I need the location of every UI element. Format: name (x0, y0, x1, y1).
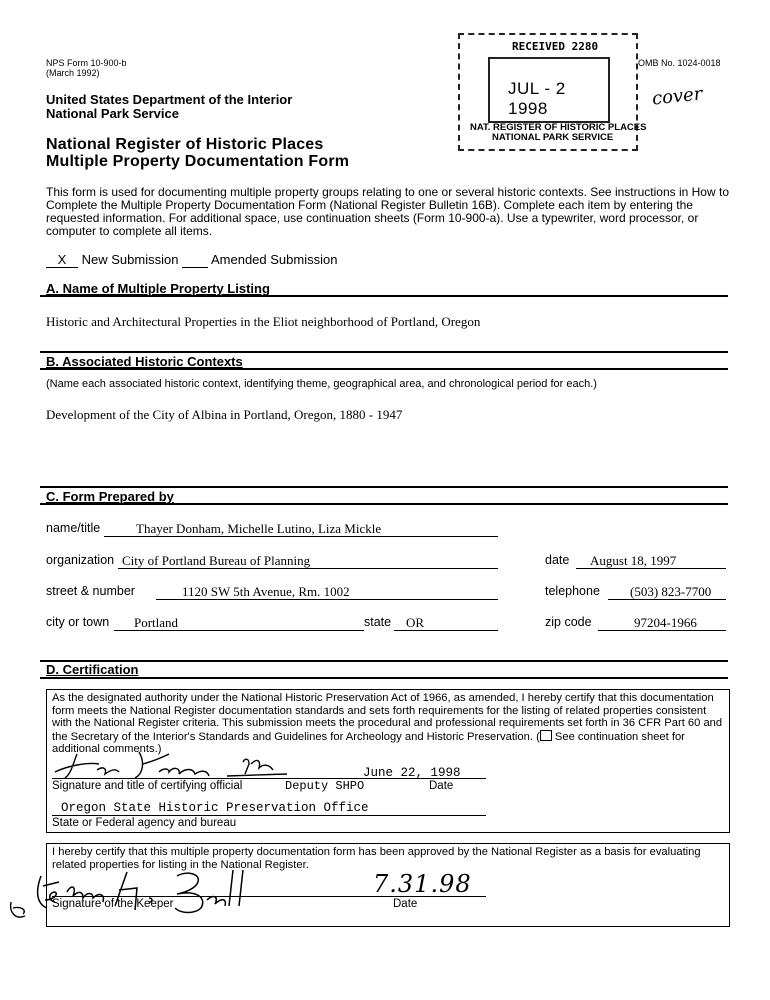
agency-line-2: National Park Service (46, 106, 179, 121)
signature-date-label: Date (429, 780, 454, 792)
section-c-rule (40, 503, 728, 505)
city-label: city or town (46, 615, 110, 629)
section-b-title: B. Associated Historic Contexts (46, 354, 243, 369)
page-title-line-2: Multiple Property Documentation Form (46, 153, 350, 170)
section-d-top-rule (40, 660, 728, 662)
section-b-rule (40, 368, 728, 370)
section-c-top-rule (40, 486, 728, 488)
state-field[interactable] (394, 615, 498, 631)
state-agency-value[interactable]: Oregon State Historic Preservation Office (61, 801, 369, 815)
page-title-line-1: National Register of Historic Places (46, 136, 324, 153)
stamp-received-label: RECEIVED 2280 (512, 40, 599, 53)
section-a-title: A. Name of Multiple Property Listing (46, 281, 270, 296)
section-d-title: D. Certification (46, 662, 139, 677)
received-stamp (458, 33, 647, 151)
continuation-label: See continuation sheet for additional comments.) (52, 730, 685, 756)
new-submission-label: New Submission (81, 252, 179, 267)
certifying-title-value[interactable]: Deputy SHPO (285, 779, 365, 793)
telephone-field[interactable] (608, 584, 726, 600)
zip-label: zip code (545, 615, 592, 629)
section-d-rule (40, 677, 728, 679)
stamp-date: JUL - 2 1998 (508, 79, 566, 118)
certifying-date-value[interactable]: June 22, 1998 (363, 766, 461, 780)
keeper-signature-line (52, 896, 486, 897)
name-title-field[interactable] (104, 521, 498, 537)
date-value: August 18, 1997 (590, 553, 677, 568)
stamp-line-1: NAT. REGISTER OF HISTORIC PLACES (470, 122, 647, 133)
stamp-date-box (488, 57, 610, 123)
telephone-value: (503) 823-7700 (630, 584, 712, 599)
date-label: date (545, 553, 570, 567)
new-submission-checkbox[interactable]: X (46, 252, 78, 268)
organization-label: organization (46, 553, 115, 567)
city-value: Portland (134, 615, 179, 630)
signature-line-1 (52, 778, 486, 779)
city-field[interactable] (114, 615, 364, 631)
name-title-label: name/title (46, 521, 101, 535)
form-date: (March 1992) (46, 68, 100, 78)
certification-statement: As the designated authority under the National Historic Preservation Act of 1966, as amended, I hereby certify that this documentation form meets the National Register documentation standards and sets forth requirements for the listing of related properties consistent with the National Register criteria. This submission meets the procedural and professional requirements set forth in 36 CFR Part 60 and the Secretary of the Interior's Standards and Guidelines for Archeology and Historic Preservation. ( (52, 692, 723, 743)
state-label: state (364, 615, 392, 629)
agency-line (52, 815, 486, 816)
name-title-value: Thayer Donham, Michelle Lutino, Liza Mickle (136, 521, 382, 536)
zip-value: 97204-1966 (634, 615, 697, 630)
street-value: 1120 SW 5th Avenue, Rm. 1002 (182, 584, 350, 599)
omb-number: OMB No. 1024-0018 (638, 58, 721, 68)
intro-text: This form is used for documenting multiple property groups relating to one or several historic contexts. See instructions in How to Complete the Multiple Property Documentation Form (National Register Bulletin 16B). Complete each item by entering the requested information. For additional space, use continuation sheets (Form 10-900-a). Use a typewriter, word processor, or computer to complete all items. (46, 185, 729, 238)
keeper-certification-text: I hereby certify that this multiple property documentation form has been approved by the National Register as a basis for evaluating related properties for listing in the National Register. (52, 846, 701, 871)
agency-label: State or Federal agency and bureau (52, 817, 237, 829)
stamp-line-2: NATIONAL PARK SERVICE (492, 132, 614, 143)
certification-box (46, 689, 730, 833)
keeper-box (46, 843, 730, 927)
organization-field[interactable] (118, 553, 498, 569)
agency-line-1: United States Department of the Interior (46, 92, 293, 107)
amended-submission-label: Amended Submission (210, 252, 338, 267)
section-a-rule (40, 295, 728, 297)
date-field[interactable] (576, 553, 726, 569)
amended-submission-checkbox[interactable] (182, 252, 208, 268)
section-c-title: C. Form Prepared by (46, 489, 174, 504)
property-listing-name[interactable]: Historic and Architectural Properties in the Eliot neighborhood of Portland, Oregon (46, 314, 481, 329)
street-field[interactable] (156, 584, 498, 600)
keeper-signature (7, 862, 337, 922)
handwritten-cover-note: cover (651, 83, 704, 110)
keeper-date-value[interactable]: 7.31.98 (373, 870, 472, 898)
section-b-top-rule (40, 351, 728, 353)
section-b-instructions: (Name each associated historic context, identifying theme, geographical area, and chronological period for each.) (46, 378, 597, 390)
continuation-checkbox[interactable] (540, 730, 552, 741)
historic-context[interactable]: Development of the City of Albina in Portland, Oregon, 1880 - 1947 (46, 407, 403, 422)
signature-label: Signature and title of certifying official (52, 780, 243, 792)
keeper-date-label: Date (393, 898, 418, 910)
telephone-label: telephone (545, 584, 600, 598)
street-label: street & number (46, 584, 135, 598)
submission-row (46, 252, 337, 268)
state-value: OR (406, 615, 425, 630)
keeper-signature-label: Signature of the Keeper (52, 898, 174, 910)
form-number: NPS Form 10-900-b (46, 58, 127, 68)
zip-field[interactable] (598, 615, 726, 631)
organization-value: City of Portland Bureau of Planning (122, 553, 311, 568)
